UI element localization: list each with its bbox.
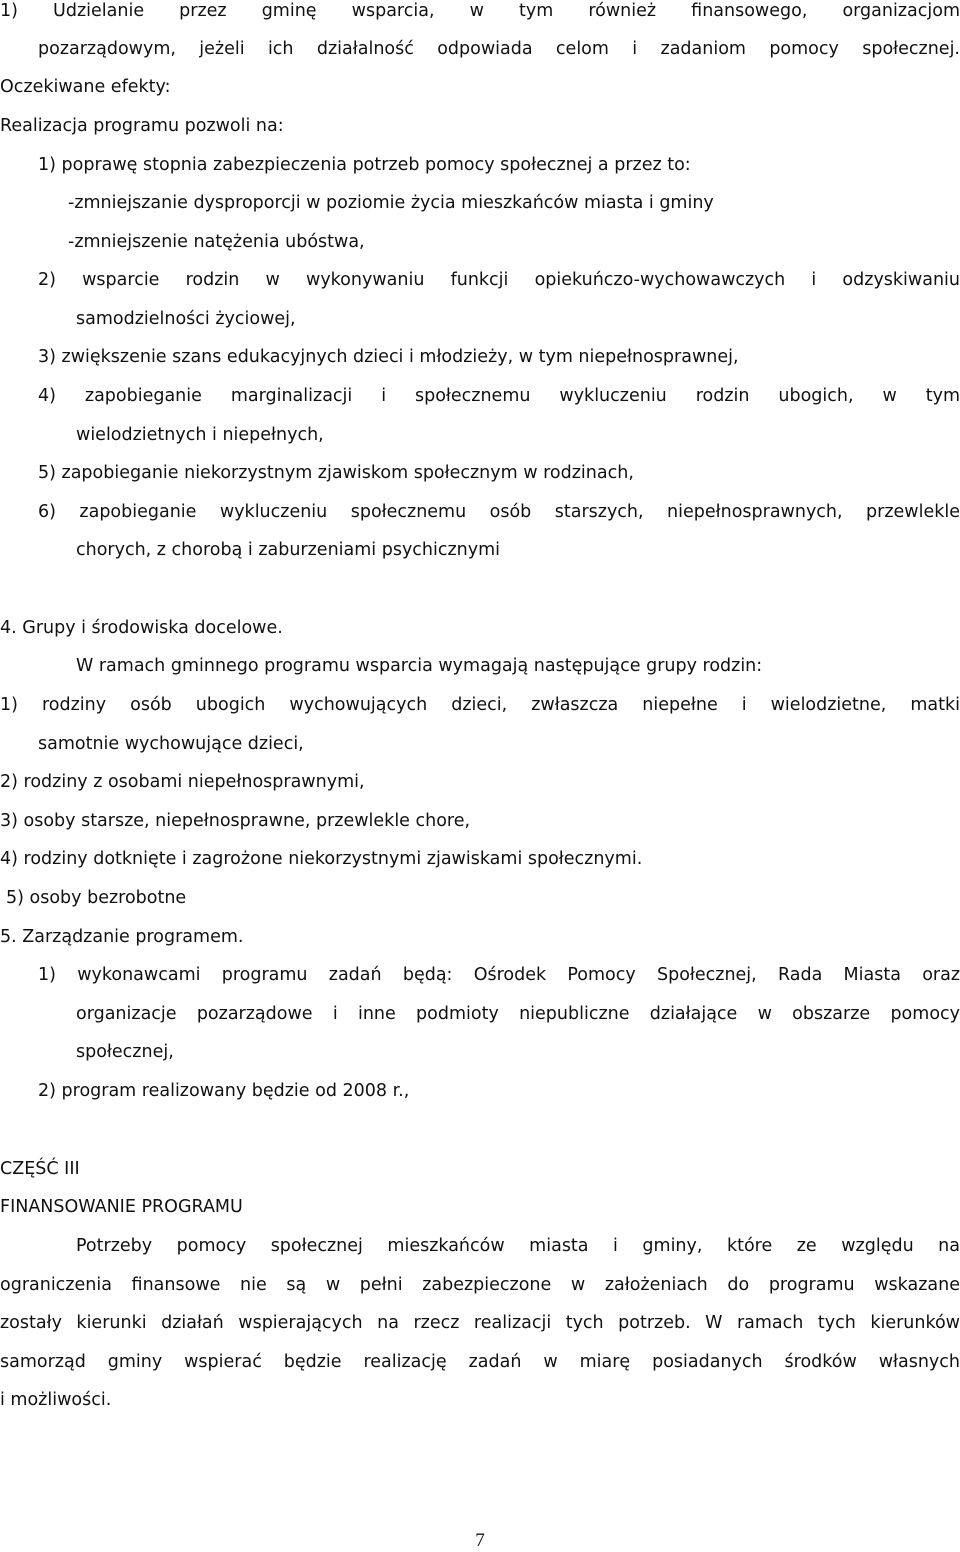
text-line: Potrzeby pomocy społecznej mieszkańców miasta i gminy, które ze względu na bbox=[76, 1236, 960, 1256]
text-line: 3) osoby starsze, niepełnosprawne, przewlekle chore, bbox=[0, 811, 471, 831]
text-line: społecznej, bbox=[76, 1042, 174, 1062]
text-line: 1) poprawę stopnia zabezpieczenia potrzeb pomocy społecznej a przez to: bbox=[38, 155, 691, 175]
text-line: ograniczenia finansowe nie są w pełni zabezpieczone w założeniach do programu wskazane bbox=[0, 1275, 960, 1295]
text-line: 5) zapobieganie niekorzystnym zjawiskom społecznym w rodzinach, bbox=[38, 463, 634, 483]
text-line: samorząd gminy wspierać będzie realizację zadań w miarę posiadanych środków własnych bbox=[0, 1352, 960, 1372]
text-line: -zmniejszanie dysproporcji w poziomie życia mieszkańców miasta i gminy bbox=[68, 193, 714, 213]
text-line: Realizacja programu pozwoli na: bbox=[0, 116, 284, 136]
text-line: 1) Udzielanie przez gminę wsparcia, w tym również finansowego, organizacjom bbox=[0, 1, 960, 21]
text-line: 4) zapobieganie marginalizacji i społecznemu wykluczeniu rodzin ubogich, w tym bbox=[38, 386, 960, 406]
text-line: 6) zapobieganie wykluczeniu społecznemu osób starszych, niepełnosprawnych, przewlekle bbox=[38, 502, 960, 522]
text-line: 5) osoby bezrobotne bbox=[6, 888, 187, 908]
text-line: 2) program realizowany będzie od 2008 r., bbox=[38, 1081, 410, 1101]
text-line: -zmniejszenie natężenia ubóstwa, bbox=[68, 232, 365, 252]
text-line: samotnie wychowujące dzieci, bbox=[38, 734, 304, 754]
text-line: i możliwości. bbox=[0, 1390, 112, 1410]
text-line: 3) zwiększenie szans edukacyjnych dzieci i młodzieży, w tym niepełnosprawnej, bbox=[38, 347, 739, 367]
text-line: 2) rodziny z osobami niepełnosprawnymi, bbox=[0, 772, 365, 792]
text-line: 2) wsparcie rodzin w wykonywaniu funkcji opiekuńczo-wychowawczych i odzyskiwaniu bbox=[38, 270, 960, 290]
text-line: pozarządowym, jeżeli ich działalność odpowiada celom i zadaniom pomocy społecznej. bbox=[38, 39, 960, 59]
part-title: FINANSOWANIE PROGRAMU bbox=[0, 1197, 243, 1217]
text-line: chorych, z chorobą i zaburzeniami psychicznymi bbox=[76, 540, 501, 560]
part-heading: CZĘŚĆ III bbox=[0, 1159, 80, 1179]
text-line: organizacje pozarządowe i inne podmioty niepubliczne działające w obszarze pomocy bbox=[76, 1004, 960, 1024]
text-line: 4) rodziny dotknięte i zagrożone niekorzystnymi zjawiskami społecznymi. bbox=[0, 849, 643, 869]
page-number: 7 bbox=[475, 1530, 485, 1551]
text-line: 1) rodziny osób ubogich wychowujących dzieci, zwłaszcza niepełne i wielodzietne, matki bbox=[0, 695, 960, 715]
text-line: zostały kierunki działań wspierających na rzecz realizacji tych potrzeb. W ramach tych kierunków bbox=[0, 1313, 960, 1333]
section-heading: 4. Grupy i środowiska docelowe. bbox=[0, 618, 283, 638]
text-line: W ramach gminnego programu wsparcia wymagają następujące grupy rodzin: bbox=[76, 656, 763, 676]
text-line: wielodzietnych i niepełnych, bbox=[76, 425, 324, 445]
text-line: samodzielności życiowej, bbox=[76, 309, 296, 329]
section-heading: 5. Zarządzanie programem. bbox=[0, 927, 244, 947]
text-line: 1) wykonawcami programu zadań będą: Ośrodek Pomocy Społecznej, Rada Miasta oraz bbox=[38, 965, 960, 985]
text-line: Oczekiwane efekty: bbox=[0, 77, 171, 97]
